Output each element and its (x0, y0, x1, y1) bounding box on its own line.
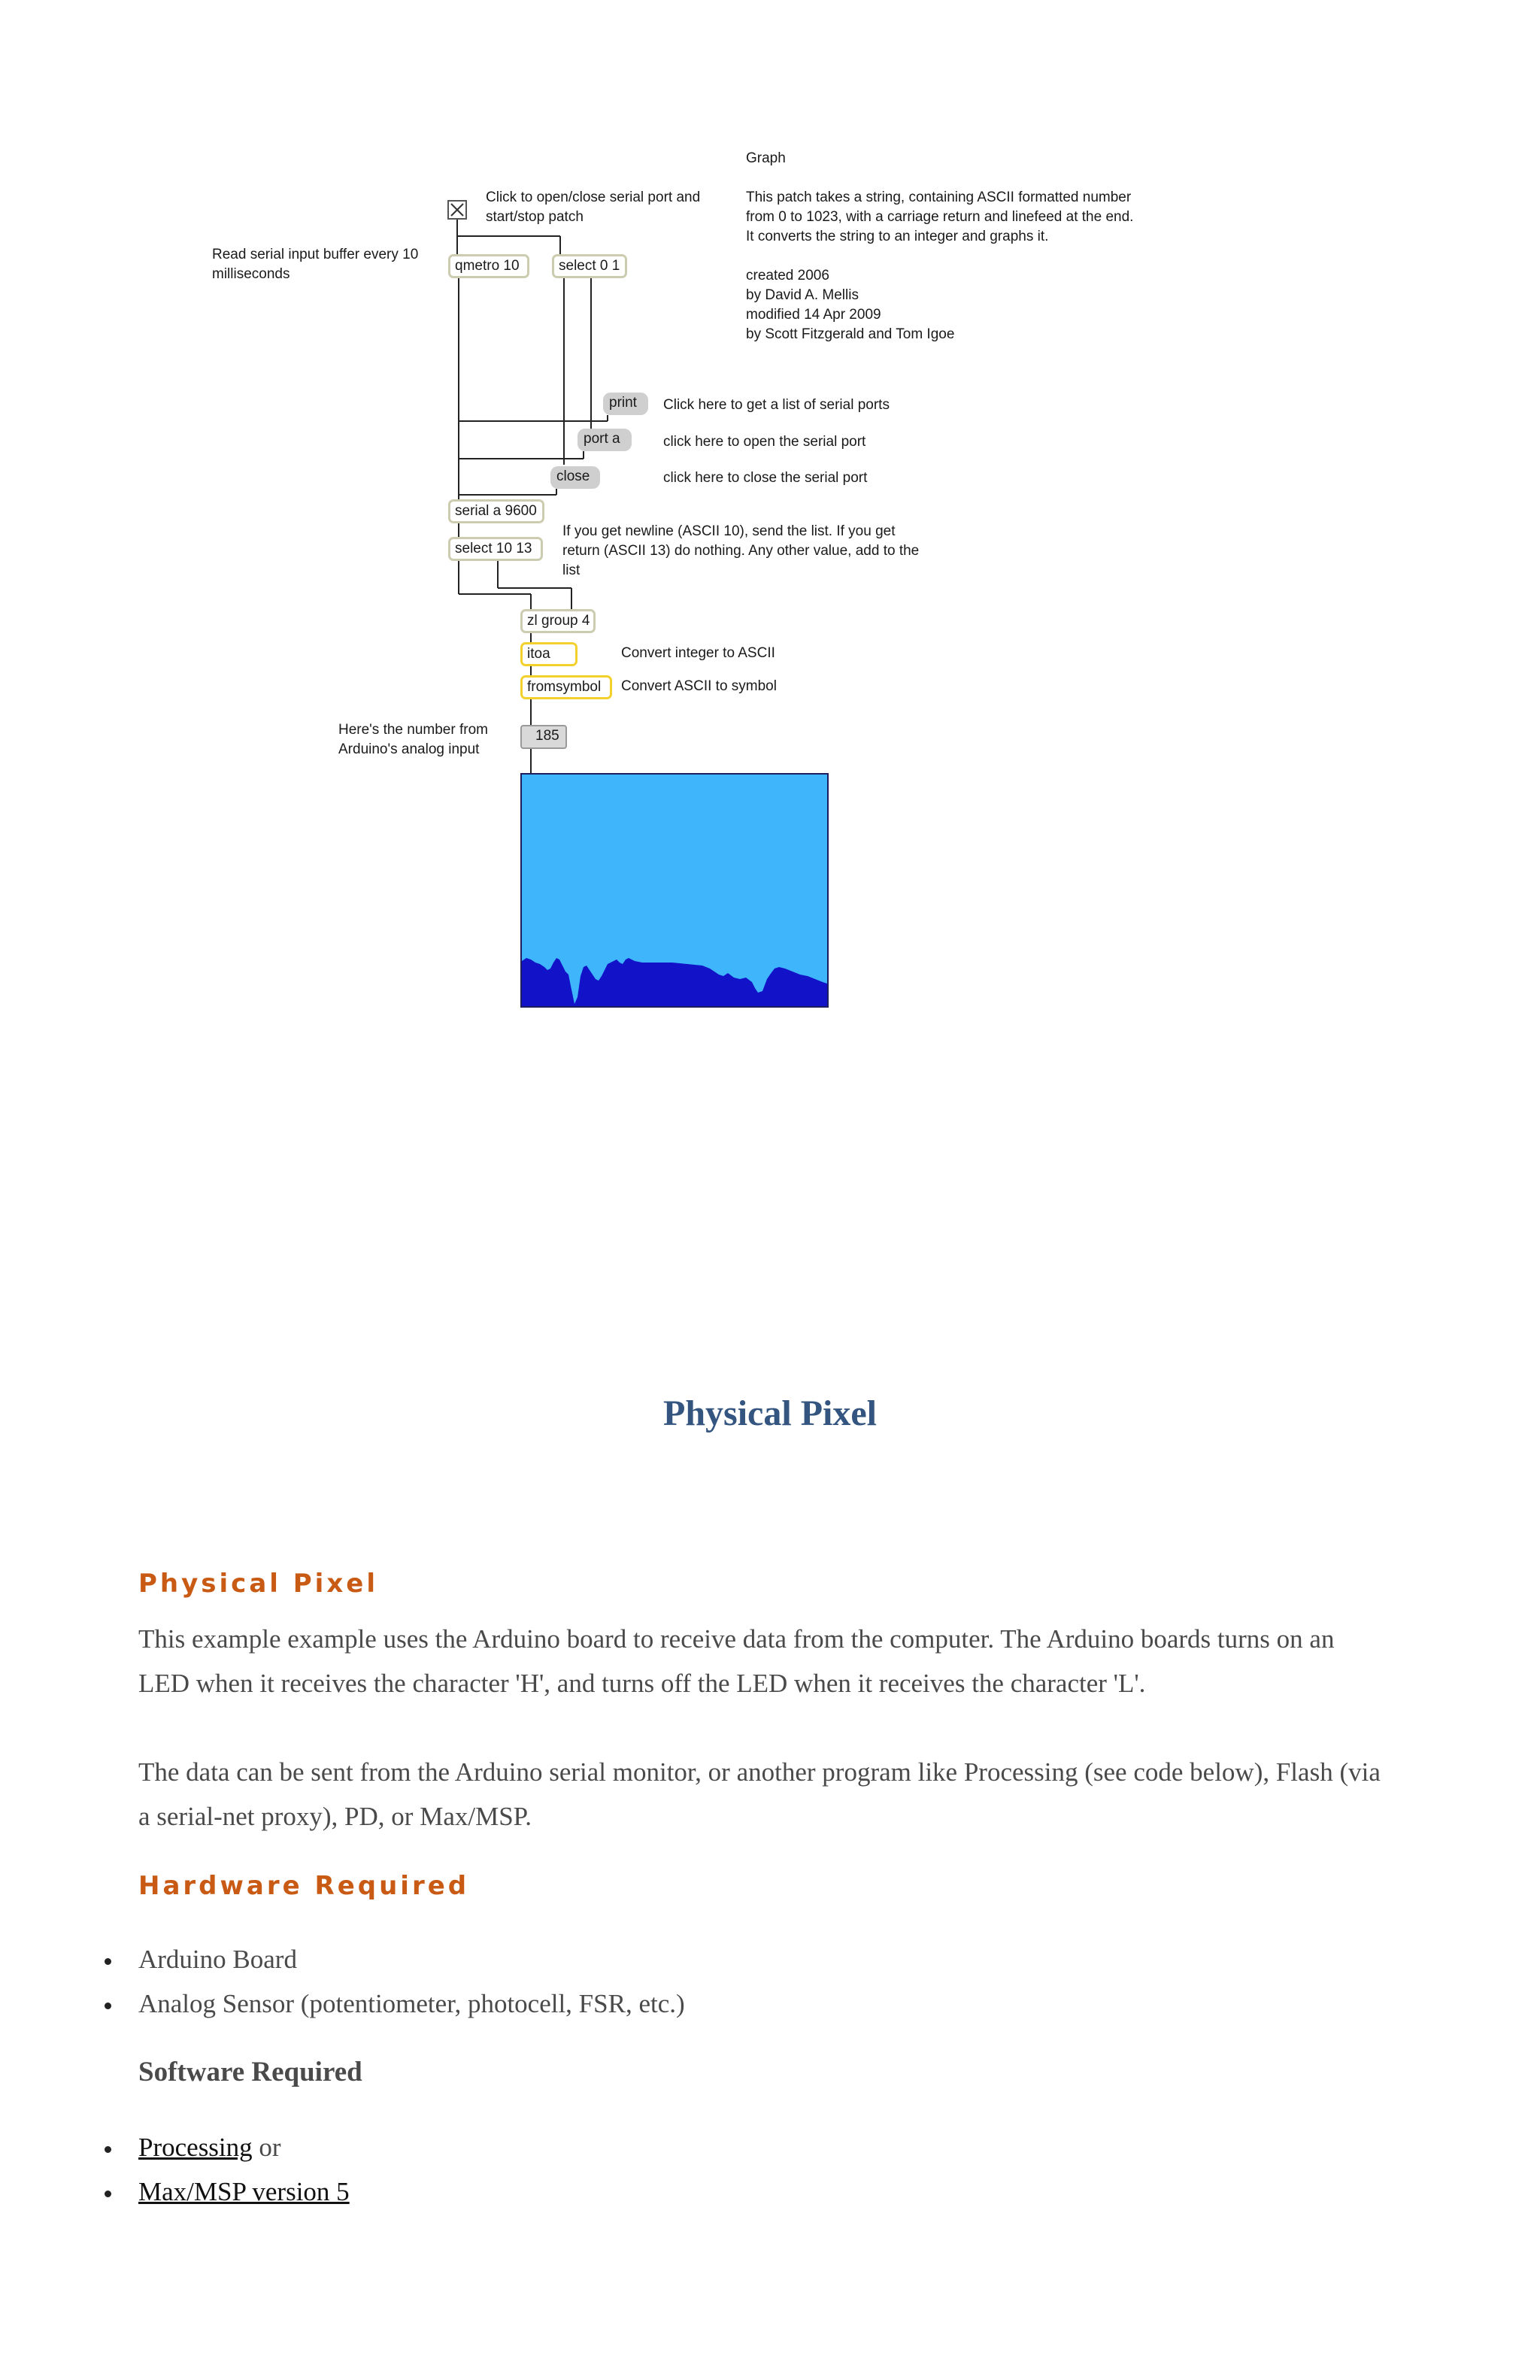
page-title: Physical Pixel (663, 1393, 877, 1433)
max-patch-figure (0, 0, 1540, 1053)
select-0-1-object[interactable]: select 0 1 (552, 254, 627, 278)
print-message[interactable]: print (603, 393, 648, 415)
patch-credits: created 2006 by David A. Mellis modified 14 Apr 2009 by Scott Fitzgerald and Tom Igoe (746, 268, 955, 342)
graph-label: Graph (746, 150, 786, 166)
max-msp-link[interactable]: Max/MSP version 5 (138, 2177, 350, 2206)
list-item: Arduino Board (138, 1937, 685, 1981)
itoa-note: Convert integer to ASCII (621, 645, 775, 661)
section-heading-physical-pixel: Physical Pixel (138, 1569, 378, 1599)
processing-link[interactable]: Processing (138, 2133, 253, 2162)
software-list (138, 2125, 350, 2214)
signal-graph (520, 773, 829, 1008)
itoa-object[interactable]: itoa (520, 642, 578, 666)
x-icon (449, 202, 465, 218)
print-note: Click here to get a list of serial ports (663, 397, 890, 413)
data-source-paragraph: The data can be sent from the Arduino serial monitor, or another program like Processing (see code below), Flash (via a serial-net proxy), PD, or Max/MSP. (138, 1757, 1381, 1831)
list-item (138, 2169, 350, 2214)
section-heading-hardware: Hardware Required (138, 1871, 470, 1901)
close-note: click here to close the serial port (663, 470, 868, 486)
close-message[interactable]: close (550, 466, 600, 489)
toggle-note: Click to open/close serial port and start/stop patch (486, 189, 701, 225)
number-note: Here's the number from Arduino's analog input (338, 722, 488, 757)
list-item: Analog Sensor (potentiometer, photocell, FSR, etc.) (138, 1981, 685, 2026)
list-item-suffix: or (252, 2133, 281, 2162)
serial-toggle[interactable] (447, 200, 467, 220)
number-box[interactable]: 185 (520, 725, 567, 749)
fromsymbol-note: Convert ASCII to symbol (621, 678, 777, 694)
port-a-message[interactable]: port a (578, 429, 632, 451)
select-10-13-object[interactable]: select 10 13 (448, 537, 543, 561)
metro-note: Read serial input buffer every 10 milliseconds (212, 247, 419, 282)
patch-description: This patch takes a string, containing ASCII formatted number from 0 to 1023, with a carriage return and linefeed at the end. It converts the string to an integer and graphs it. (746, 189, 1134, 244)
select-note: If you get newline (ASCII 10), send the list. If you get return (ASCII 13) do nothing. Any other value, add to the list (562, 523, 920, 578)
serial-object[interactable]: serial a 9600 (448, 499, 544, 523)
fromsymbol-object[interactable]: fromsymbol (520, 675, 612, 699)
qmetro-object[interactable]: qmetro 10 (448, 254, 529, 278)
hardware-list (138, 1937, 685, 2026)
list-item (138, 2125, 350, 2169)
intro-paragraph: This example example uses the Arduino board to receive data from the computer. The Arduino boards turns on an LED when it receives the character 'H', and turns off the LED when it receives the character 'L'. (138, 1624, 1335, 1698)
signal-waveform (522, 775, 827, 1006)
zl-group-object[interactable]: zl group 4 (520, 609, 596, 633)
software-heading: Software Required (138, 2057, 362, 2087)
port-a-note: click here to open the serial port (663, 434, 866, 450)
